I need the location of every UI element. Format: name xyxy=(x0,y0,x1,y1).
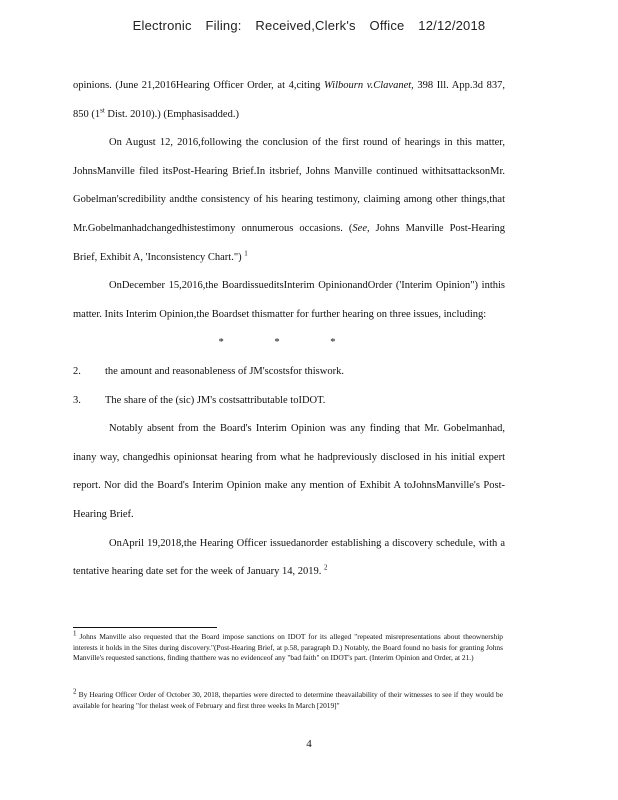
list-item xyxy=(73,358,505,387)
footnote-2 xyxy=(73,687,503,711)
paragraph-2 xyxy=(73,129,505,272)
footnote-text: By Hearing Officer Order of October 30, 2018, theparties were directed to determine theavailability of their witnesses to see if they would be available for hearing "for thelast week of February and first three weeks In March [2019]" xyxy=(73,690,503,710)
list-item-number: 2. xyxy=(73,365,81,377)
ordinal-superscript: st xyxy=(100,106,105,115)
footnote-divider xyxy=(73,627,217,628)
paragraph-1 xyxy=(73,72,505,129)
footnote-mark: 2 xyxy=(73,687,77,696)
p2-text-a: On August 12, 2016,following the conclusion of the first round of hearings in this matter, JohnsManville filed itsPost-Hearing Brief.In itsbrief, Johns Manville continued withitsattacksonMr. Gobelman'scredibility andthe consistency of his hearing testimony, claiming among other things,that Mr.Gobelmanhadchangedhistestimony onnumerous occasions. ( xyxy=(73,137,505,234)
paragraph-5 xyxy=(73,530,505,587)
ellipsis-stars: * * * xyxy=(218,337,360,349)
p5-text: OnApril 19,2018,the Hearing Officer issuedanorder establishing a discovery schedule, with a tentative hearing date set for the week of January 14, 2019. xyxy=(73,537,505,578)
footnote-ref-1[interactable]: 1 xyxy=(244,249,248,258)
list-item-text: the amount and reasonableness of JM'scostsfor thiswork. xyxy=(105,365,344,377)
p1-text-a: opinions. (June 21,2016Hearing Officer Order, at 4,citing xyxy=(73,80,325,91)
paragraph-4: Notably absent from the Board's Interim Opinion was any finding that Mr. Gobelmanhad, inany way, changedhis opinionsat hearing from what he hadpreviously disclosed in his initial expert report. Nor did the Board's Interim Opinion make any mention of Exhibit A toJohnsManville's Post-Hearing Brief. xyxy=(73,423,505,520)
document-body xyxy=(73,72,505,587)
page-number: 4 xyxy=(306,738,312,750)
see-signal: See, xyxy=(352,222,370,234)
list-item-number: 3. xyxy=(73,394,81,406)
footnote-text: Johns Manville also requested that the Board impose sanctions on IDOT for its alleged "repeated misrepresentations about theownership interests it holds in the Sites during discovery."(Post-Hearing Brief, at p.58, paragraph D.) Notably, the Board found no basis for granting Johns Manville's requested sanctions, finding thatthere was no evidenceof any "bad faith" on IDOT's part. (Interim Opinion and Order, at 21.) xyxy=(73,632,503,662)
list-item xyxy=(73,387,505,416)
paragraph-3: OnDecember 15,2016,the BoardissueditsInterim OpinionandOrder ('Interim Opinion") inthis matter. Inits Interim Opinion,the Boardset thismatter for further hearing on three issues, including: xyxy=(73,280,505,320)
p1-text-b: 398 Ill. App.3d 837, 850 (1 xyxy=(73,80,505,120)
footnote-ref-2[interactable]: 2 xyxy=(324,563,328,572)
filing-header: Electronic Filing: Received,Clerk's Office 12/12/2018 xyxy=(132,18,486,33)
footnote-mark: 1 xyxy=(73,629,77,638)
p2-text-b: Johns Manville Post-Hearing Brief, Exhibit A, 'Inconsistency Chart.") xyxy=(73,222,505,263)
case-citation: Wilbourn v.Clavanet, xyxy=(324,80,414,91)
footnote-1 xyxy=(73,629,503,664)
list-item-text: The share of the (sic) JM's costsattributable toIDOT. xyxy=(105,394,326,406)
p1-text-c: Dist. 2010).) (Emphasisadded.) xyxy=(104,108,239,120)
